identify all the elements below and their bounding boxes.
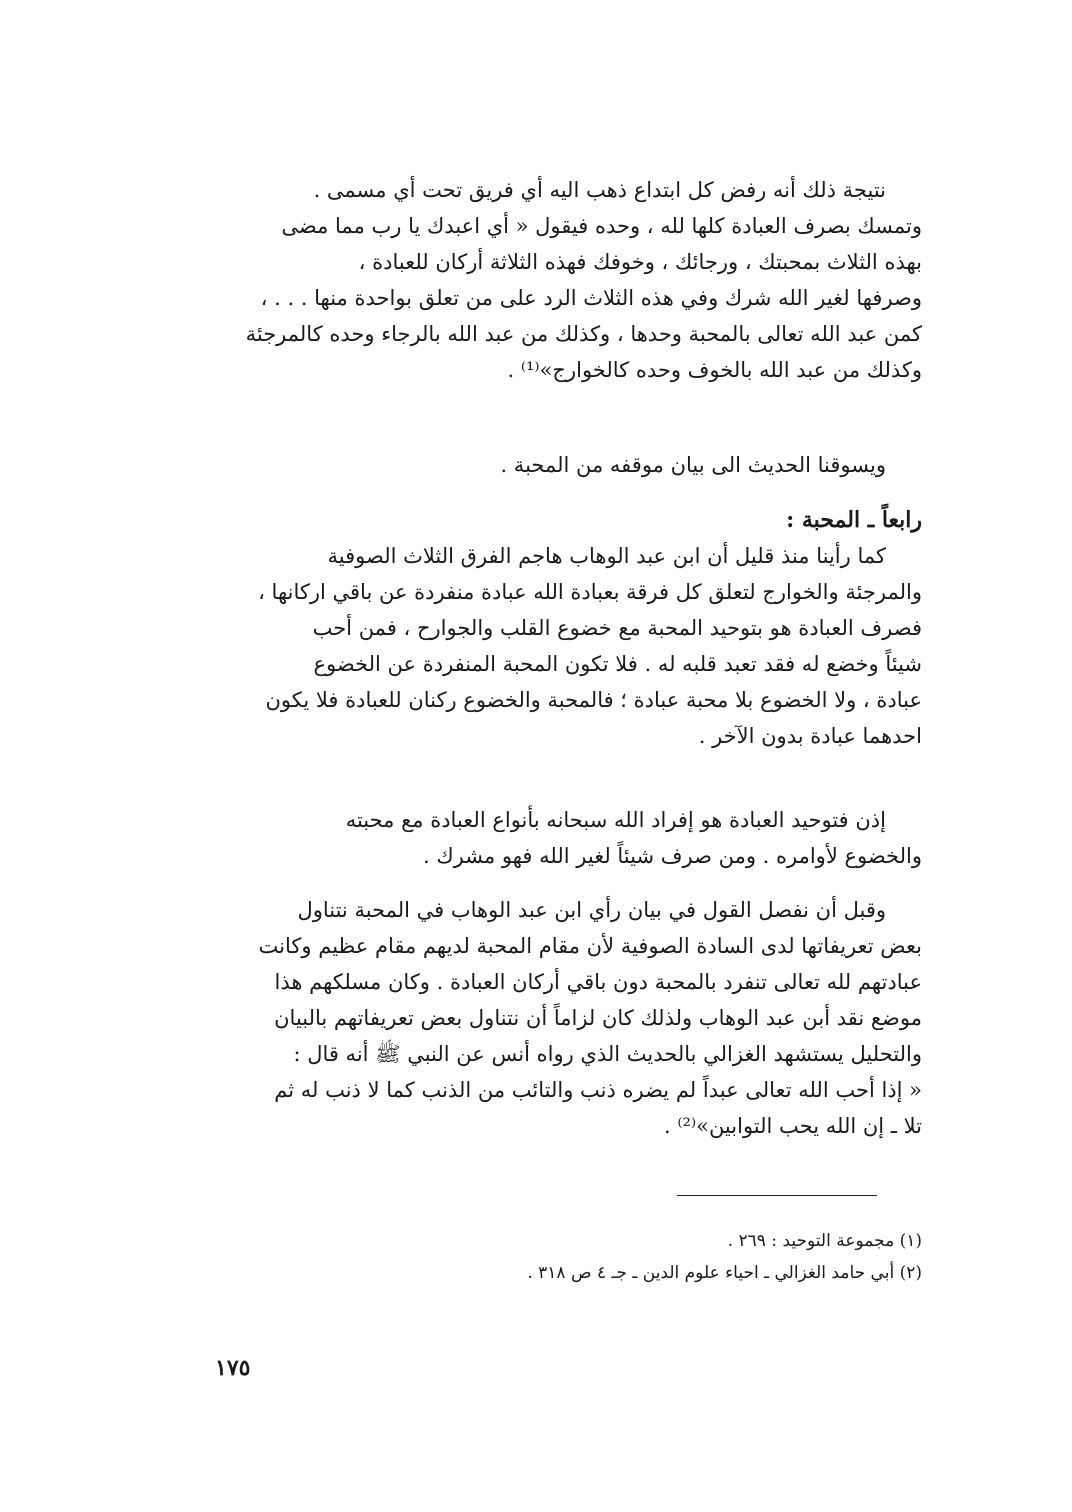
text-line: عبادة ، ولا الخضوع بلا محبة عبادة ؛ فالمحبة والخضوع ركنان للعبادة فلا يكون: [265, 688, 922, 712]
footnote-divider: [677, 1195, 877, 1196]
text-line: عبادتهم لله تعالى تنفرد بالمحبة دون باقي أركان العبادة . وكان مسلكهم هذا: [274, 970, 922, 994]
text-line: وصرفها لغير الله شرك وفي هذه الثلاث الرد على من تعلق بواحدة منها . . . ،: [260, 286, 922, 310]
paragraph-1: [202, 172, 922, 388]
text-line: كما رأينا منذ قليل أن ابن عبد الوهاب هاجم الفرق الثلاث الصوفية: [327, 544, 886, 568]
footnotes: [202, 1225, 922, 1289]
text-line: كمن عبد الله تعالى بالمحبة وحدها ، وكذلك من عبد الله بالرجاء وحده كالمرجئة: [245, 322, 922, 346]
paragraph-3: [202, 538, 922, 754]
text-line: بهذه الثلاث بمحبتك ، ورجائك ، وخوفك فهذه الثلاثة أركان للعبادة ،: [358, 250, 922, 274]
footnote: (١) مجموعة التوحيد : ٢٦٩ .: [727, 1231, 922, 1251]
text-line: والتحليل يستشهد الغزالي بالحديث الذي رواه أنس عن النبي ﷺ أنه قال :: [293, 1042, 922, 1066]
text-line: فصرف العبادة هو بتوحيد المحبة مع خضوع القلب والجوارح ، فمن أحب: [312, 616, 922, 640]
section-heading: رابعاً ـ المحبة :: [786, 507, 922, 533]
text-line: وكذلك من عبد الله بالخوف وحده كالخوارج»⁽¹⁾ .: [507, 358, 922, 382]
text-line: تلا ـ إن الله يحب التوابين»⁽²⁾ .: [664, 1114, 922, 1138]
page-number: ١٧٥: [215, 1355, 251, 1381]
paragraph-2: [202, 447, 922, 483]
section-heading-block: [202, 502, 922, 538]
paragraph-5: [202, 892, 922, 1144]
text-line: والمرجئة والخوارج لتعلق كل فرقة بعبادة الله عبادة منفردة عن باقي اركانها ،: [258, 580, 922, 604]
text-line: والخضوع لأوامره . ومن صرف شيئاً لغير الله فهو مشرك .: [423, 844, 922, 868]
paragraph-4: [202, 802, 922, 874]
text-line: شيئاً وخضع له فقد تعبد قلبه له . فلا تكون المحبة المنفردة عن الخضوع: [313, 652, 922, 676]
text-line: إذن فتوحيد العبادة هو إفراد الله سبحانه بأنواع العبادة مع محبته: [345, 808, 886, 832]
text-line: « إذا أحب الله تعالى عبداً لم يضره ذنب والتائب من الذنب كما لا ذنب له ثم: [274, 1078, 922, 1102]
footnote: (٢) أبي حامد الغزالي ـ احياء علوم الدين ـ جـ ٤ ص ٣١٨ .: [527, 1263, 922, 1283]
text-line: احدهما عبادة بدون الآخر .: [698, 724, 922, 748]
text-line: ويسوقنا الحديث الى بيان موقفه من المحبة .: [500, 453, 886, 477]
text-line: وقبل أن نفصل القول في بيان رأي ابن عبد الوهاب في المحبة نتناول: [297, 898, 886, 922]
text-line: وتمسك بصرف العبادة كلها لله ، وحده فيقول « أي اعبدك يا رب مما مضى: [281, 214, 922, 238]
text-line: بعض تعريفاتها لدى السادة الصوفية لأن مقام المحبة لديهم مقام عظيم وكانت: [258, 934, 922, 958]
text-line: نتيجة ذلك أنه رفض كل ابتداع ذهب اليه أي فريق تحت أي مسمى .: [313, 178, 886, 202]
text-line: موضع نقد أبن عبد الوهاب ولذلك كان لزاماً أن نتناول بعض تعريفاتهم بالبيان: [274, 1006, 922, 1030]
